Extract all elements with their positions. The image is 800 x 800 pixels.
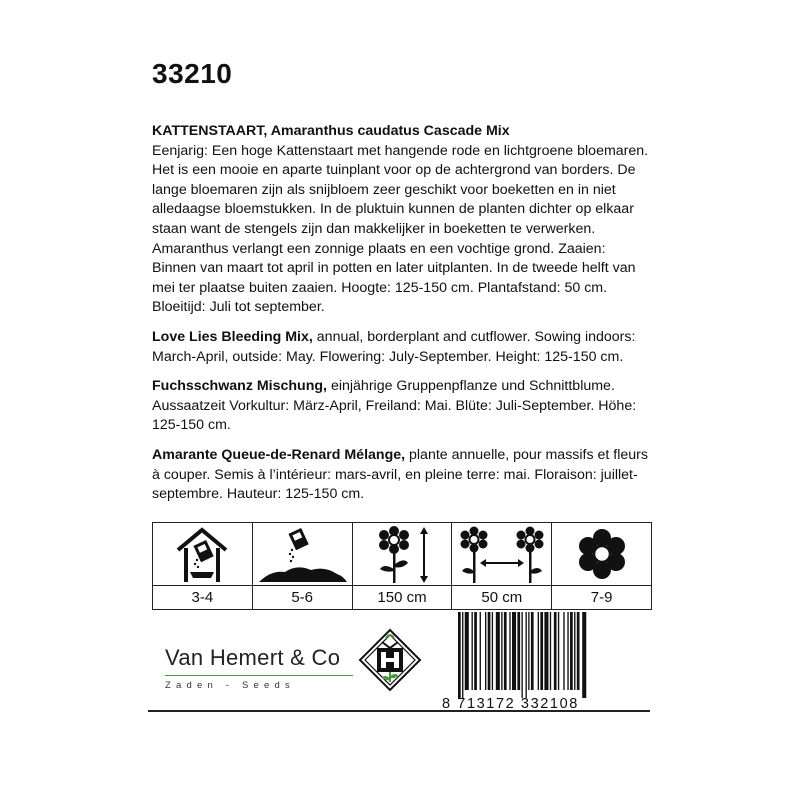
plant-spacing-icon [460, 525, 544, 583]
icon-cell-indoor-sowing [153, 523, 253, 609]
product-code: 33210 [152, 58, 233, 89]
brand-name: Van Hemert & Co [165, 645, 341, 670]
english-title: Love Lies Bleeding Mix, [152, 328, 313, 345]
outdoor-sowing-icon [257, 526, 347, 582]
german-paragraph [152, 377, 652, 436]
brand-tagline: Zaden - Seeds [165, 680, 295, 691]
description-text [152, 122, 652, 515]
german-body: einjährige Gruppenpflanze und Schnittblume. Aussaatzeit Vorkultur: März-April, Freiland: Mai. Blüte: Juli-September. Höhe: 125-150 cm. [152, 378, 637, 434]
brand-block [165, 645, 353, 691]
barcode-number: 8 713172 332108 [442, 696, 579, 710]
flowering-time-icon [577, 529, 627, 579]
icon-label-flowering-time: 7-9 [590, 589, 613, 606]
french-paragraph [152, 446, 652, 505]
brand-divider [165, 675, 353, 676]
english-paragraph [152, 328, 652, 367]
german-title: Fuchsschwanz Mischung, [152, 378, 328, 395]
bottom-divider [148, 710, 650, 712]
indoor-sowing-icon [170, 526, 234, 582]
icon-label-plant-spacing: 50 cm [481, 589, 523, 606]
cultivation-icons-table [152, 522, 652, 610]
dutch-body: Eenjarig: Een hoge Kattenstaart met hangende rode en lichtgroene bloemaren. Het is een mooie en aparte tuinplant voor op de achtergrond van borders. De lange bloemaren zijn als snijbloem zeer geschikt voor boeketten en in niet alledaagse bloemstukken. In de pluktuin kunnen de planten dichter op elkaar staan want de stengels zijn dan makkelijker in boeketten te verwerken. Amaranthus verlangt een zonnige plaats en een vochtige grond. Zaaien: Binnen van maart tot april in potten en later uitplanten. In de tweede helft van mei ter plaatse buiten zaaien. Hoogte: 125-150 cm. Plantafstand: 50 cm. Bloeitijd: Juli tot september. [152, 142, 649, 316]
icon-label-outdoor-sowing: 5-6 [291, 589, 314, 606]
icon-cell-plant-height [353, 523, 453, 609]
barcode [440, 612, 652, 710]
icon-label-indoor-sowing: 3-4 [191, 589, 214, 606]
english-body: annual, borderplant and cutflower. Sowing indoors: March-April, outside: May. Flowering: July-September. Height: 125-150 cm. [152, 328, 636, 365]
van-hemert-logo-icon [358, 628, 422, 692]
dutch-paragraph [152, 122, 652, 318]
plant-height-icon [370, 525, 434, 583]
icon-cell-plant-spacing [452, 523, 552, 609]
icon-cell-outdoor-sowing [253, 523, 353, 609]
french-body: plante annuelle, pour massifs et fleurs à couper. Semis à l’intérieur: mars-avril, en pleine terre: mai. Floraison: juillet-septembre. Hauteur: 125-150 cm. [152, 446, 648, 503]
icon-cell-flowering-time [552, 523, 651, 609]
dutch-title: KATTENSTAART, Amaranthus caudatus Cascade Mix [152, 123, 510, 139]
french-title: Amarante Queue-de-Renard Mélange, [152, 446, 406, 463]
icon-label-plant-height: 150 cm [377, 589, 427, 606]
